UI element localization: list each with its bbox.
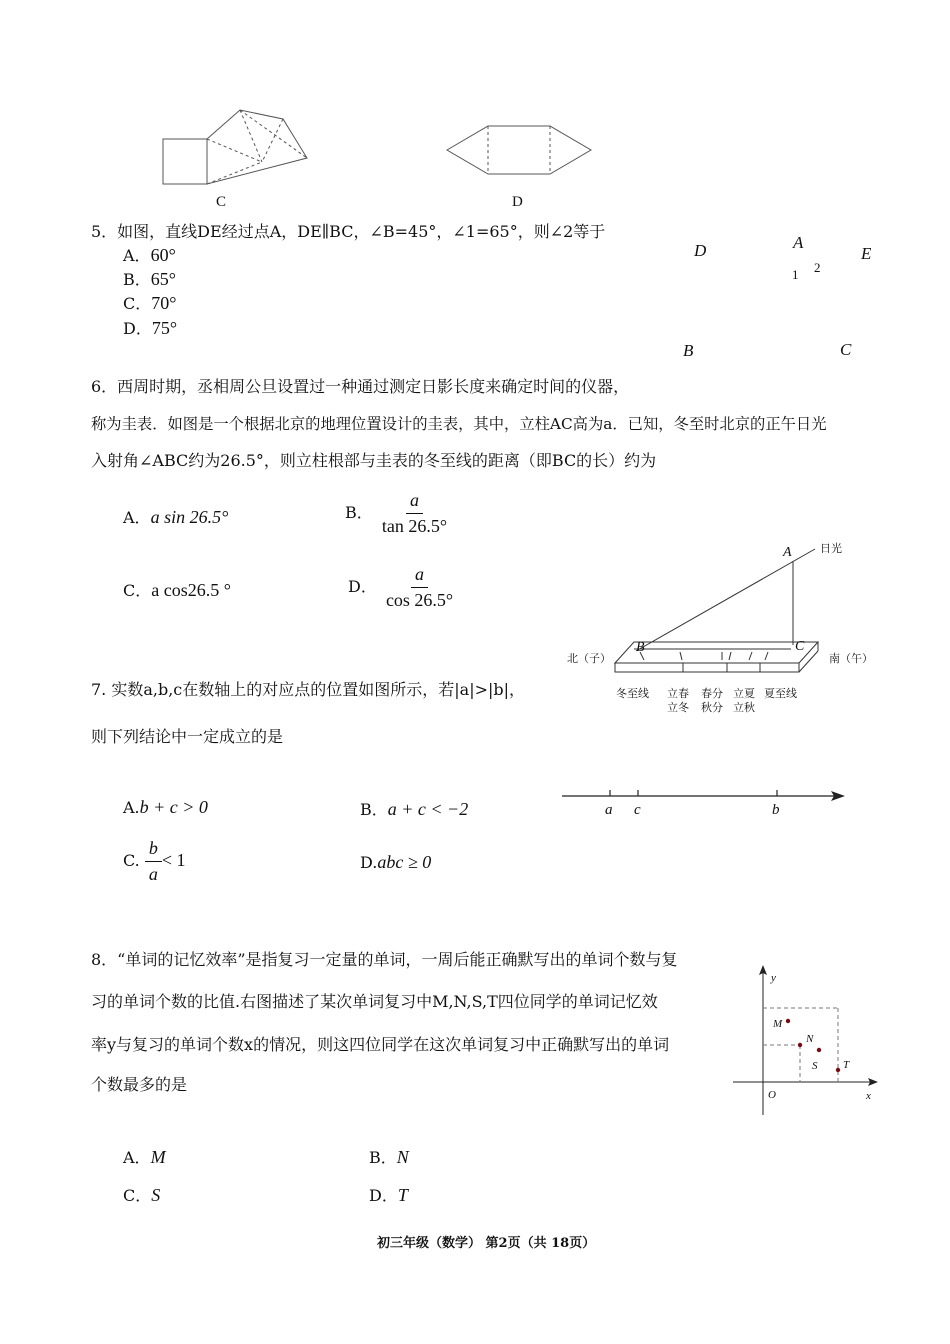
q8-option-c-key: C． [123,1186,152,1205]
q7-line-2: 则下列结论中一定成立的是 [91,727,284,746]
q8-option-d-key: D． [369,1186,398,1205]
q5-fig-label-d: D [694,241,707,260]
q5-option-a-value: 60° [150,245,176,265]
q6-fig-qiufen: 秋分 [701,701,723,714]
q8-line-3: 率y与复习的单词个数x的情况，则这四位同学在这次单词复习中正确默写出的单词 [91,1035,670,1054]
q8-line-4: 个数最多的是 [91,1075,188,1094]
q7-option-c-numerator: b [145,838,162,862]
q5-fig-angle-1: 1 [792,267,799,282]
q6-fig-label-b: B [636,640,645,655]
figure-c-label: C [216,194,227,210]
q8-option-c [123,1183,160,1206]
q6-fig-liqiu: 立秋 [733,701,755,714]
q5-option-a-key: A． [123,246,151,265]
q5-option-d-value: 75° [151,318,178,338]
q7-axis-label-b: b [772,802,780,818]
q6-option-b-denominator: tan 26.5° [381,516,448,536]
q8-fig-point-s: S [812,1060,818,1072]
q5-fig-label-c: C [840,340,852,359]
q6-fig-south: 南（午） [829,652,873,665]
q7-option-a-key: A. [123,798,140,817]
q8-option-a-key: A． [123,1148,151,1167]
q8-fig-point-n: N [806,1033,814,1045]
q7-option-c-denominator: a [148,864,158,884]
q5-option-c-key: C． [123,294,152,313]
q6-fig-winter-line: 冬至线 [616,687,649,700]
q6-option-a-key: A． [123,508,151,527]
q8-option-d [369,1183,408,1206]
q6-option-b-key: B． [345,503,373,522]
q5-option-d-key: D． [123,319,152,338]
q8-fig-point-t: T [843,1059,850,1071]
q7-axis-label-c: c [634,802,641,818]
q6-option-b-numerator: a [406,490,423,514]
q8-line-1: 8．“单词的记忆效率”是指复习一定量的单词，一周后能正确默写出的单词个数与复 [91,950,678,969]
q6-option-c-key: C． [123,581,152,600]
q6-fig-label-c: C [795,639,805,654]
q6-fig-lichun: 立春 [667,687,689,700]
q6-option-d-numerator: a [411,564,428,588]
q5-option-b-value: 65° [150,269,176,289]
q8-option-b-value: N [396,1147,409,1167]
q7-option-a-value: b + c > 0 [139,797,208,817]
q7-option-d-key: D. [360,853,378,872]
q6-option-c-value: a cos26.5 ° [151,580,231,600]
q5-option-b-key: B． [123,270,151,289]
q6-option-d-key: D． [348,577,377,596]
q8-option-d-value: T [397,1185,408,1205]
q6-option-d-denominator: cos 26.5° [385,590,454,610]
q6-line-2: 称为圭表．如图是一个根据北京的地理位置设计的圭表，其中，立柱AC高为a．已知，冬至时北京的正午日光 [91,415,827,433]
q6-fig-lixia: 立夏 [733,687,755,700]
q8-fig-origin: O [768,1089,776,1101]
q7-option-b-key: B． [360,800,388,819]
figure-d-label: D [512,194,523,210]
q8-fig-axis-y: y [771,972,776,984]
q6-option-a-value: a sin 26.5° [150,507,229,527]
page-footer: 初三年级（数学） 第2页（共 18页） [377,1236,596,1251]
q8-fig-axis-x: x [866,1090,871,1102]
q7-axis-label-a: a [605,802,613,818]
q6-fig-lidong: 立冬 [667,701,689,714]
q6-fig-label-a: A [783,545,792,560]
q5-fig-angle-2: 2 [814,260,821,275]
q8-fig-point-m: M [773,1018,783,1030]
q7-option-d-value: abc ≥ 0 [377,852,432,872]
q7-line-1: 7. 实数a,b,c在数轴上的对应点的位置如图所示，若|a|>|b|， [91,680,526,699]
q5-option-c-value: 70° [151,293,177,313]
q6-fig-north: 北（子） [567,652,611,665]
q6-fig-chunfen: 春分 [701,687,723,700]
q7-option-b-value: a + c < −2 [387,799,469,819]
q5-fig-label-b: B [683,341,694,360]
q6-line-3: 入射角∠ABC约为26.5°，则立柱根部与圭表的冬至线的距离（即BC的长）约为 [91,451,657,470]
q8-line-2: 习的单词个数的比值.右图描述了某次单词复习中M,N,S,T四位同学的单词记忆效 [91,992,658,1011]
q8-option-c-value: S [151,1185,161,1205]
q6-fig-summer-line: 夏至线 [764,687,797,700]
q6-fig-sunlight: 日光 [820,542,842,555]
q5-fig-label-a: A [793,233,804,252]
q7-option-c-rest: < 1 [161,850,186,870]
q5-fig-label-e: E [861,244,872,263]
q8-option-b-key: B． [369,1148,397,1167]
q5-stem: 5．如图，直线DE经过点A，DE∥BC，∠B=45°，∠1=65°，则∠2等于 [91,222,606,241]
q8-option-a-value: M [150,1147,166,1167]
q7-option-c-key: C. [123,851,140,870]
q6-line-1: 6．西周时期，丞相周公旦设置过一种通过测定日影长度来确定时间的仪器， [91,377,630,396]
